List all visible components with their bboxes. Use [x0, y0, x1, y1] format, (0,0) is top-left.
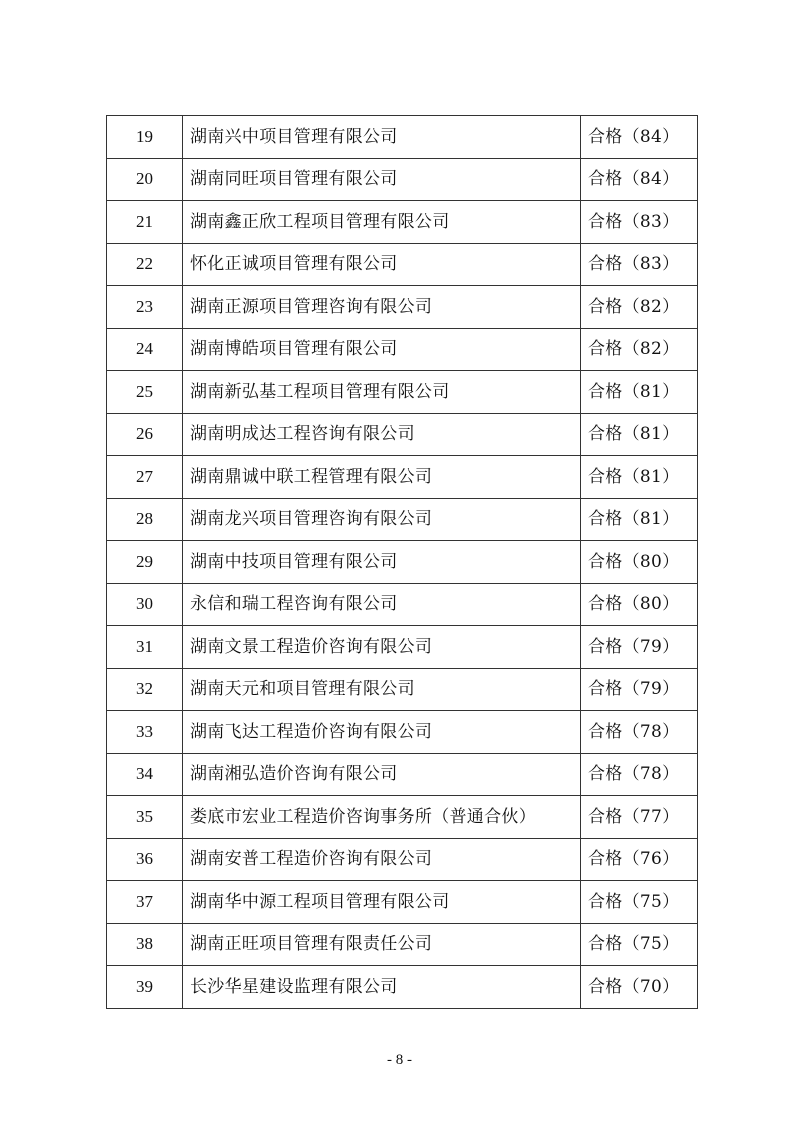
company-name: 湖南飞达工程造价咨询有限公司 — [183, 711, 581, 754]
company-name: 湖南博皓项目管理有限公司 — [183, 328, 581, 371]
row-number: 27 — [107, 456, 183, 499]
table-row — [107, 796, 698, 839]
row-number: 20 — [107, 158, 183, 201]
evaluation-result: 合格（78） — [581, 753, 698, 796]
table-row — [107, 966, 698, 1009]
company-name: 湖南天元和项目管理有限公司 — [183, 668, 581, 711]
company-name: 湖南龙兴项目管理咨询有限公司 — [183, 498, 581, 541]
row-number: 39 — [107, 966, 183, 1009]
table-row — [107, 286, 698, 329]
row-number: 29 — [107, 541, 183, 584]
table-row — [107, 668, 698, 711]
row-number: 26 — [107, 413, 183, 456]
evaluation-result: 合格（78） — [581, 711, 698, 754]
company-name: 湖南新弘基工程项目管理有限公司 — [183, 371, 581, 414]
evaluation-result: 合格（80） — [581, 583, 698, 626]
evaluation-result: 合格（84） — [581, 116, 698, 159]
evaluation-result: 合格（82） — [581, 328, 698, 371]
evaluation-result: 合格（81） — [581, 498, 698, 541]
row-number: 19 — [107, 116, 183, 159]
table-row — [107, 413, 698, 456]
evaluation-result: 合格（77） — [581, 796, 698, 839]
table-row — [107, 541, 698, 584]
evaluation-result: 合格（70） — [581, 966, 698, 1009]
table-row — [107, 201, 698, 244]
evaluation-result: 合格（80） — [581, 541, 698, 584]
company-name: 长沙华星建设监理有限公司 — [183, 966, 581, 1009]
company-name: 湖南兴中项目管理有限公司 — [183, 116, 581, 159]
company-name: 湖南正源项目管理咨询有限公司 — [183, 286, 581, 329]
company-name: 湖南明成达工程咨询有限公司 — [183, 413, 581, 456]
row-number: 23 — [107, 286, 183, 329]
page-number: - 8 - — [387, 1052, 412, 1068]
table-row — [107, 158, 698, 201]
table-row — [107, 626, 698, 669]
company-name: 湖南安普工程造价咨询有限公司 — [183, 838, 581, 881]
row-number: 25 — [107, 371, 183, 414]
row-number: 36 — [107, 838, 183, 881]
company-name: 怀化正诚项目管理有限公司 — [183, 243, 581, 286]
evaluation-results-table — [106, 115, 698, 1009]
evaluation-result: 合格（75） — [581, 881, 698, 924]
evaluation-result: 合格（83） — [581, 243, 698, 286]
row-number: 28 — [107, 498, 183, 541]
company-name: 湖南鼎诚中联工程管理有限公司 — [183, 456, 581, 499]
evaluation-result: 合格（79） — [581, 626, 698, 669]
evaluation-result: 合格（81） — [581, 371, 698, 414]
row-number: 33 — [107, 711, 183, 754]
evaluation-result: 合格（82） — [581, 286, 698, 329]
table-row — [107, 838, 698, 881]
row-number: 24 — [107, 328, 183, 371]
table-row — [107, 243, 698, 286]
evaluation-result: 合格（81） — [581, 456, 698, 499]
company-name: 娄底市宏业工程造价咨询事务所（普通合伙） — [183, 796, 581, 839]
evaluation-result: 合格（81） — [581, 413, 698, 456]
table-row — [107, 371, 698, 414]
company-name: 湖南鑫正欣工程项目管理有限公司 — [183, 201, 581, 244]
company-name: 湖南文景工程造价咨询有限公司 — [183, 626, 581, 669]
evaluation-result: 合格（75） — [581, 923, 698, 966]
table-body — [107, 116, 698, 1009]
table-row — [107, 923, 698, 966]
row-number: 30 — [107, 583, 183, 626]
table-row — [107, 456, 698, 499]
table-row — [107, 753, 698, 796]
table-row — [107, 711, 698, 754]
evaluation-result: 合格（76） — [581, 838, 698, 881]
company-name: 永信和瑞工程咨询有限公司 — [183, 583, 581, 626]
evaluation-result: 合格（84） — [581, 158, 698, 201]
table-row — [107, 328, 698, 371]
company-name: 湖南正旺项目管理有限责任公司 — [183, 923, 581, 966]
table-row — [107, 583, 698, 626]
evaluation-result: 合格（79） — [581, 668, 698, 711]
table-row — [107, 498, 698, 541]
row-number: 22 — [107, 243, 183, 286]
company-name: 湖南同旺项目管理有限公司 — [183, 158, 581, 201]
row-number: 21 — [107, 201, 183, 244]
row-number: 35 — [107, 796, 183, 839]
company-name: 湖南中技项目管理有限公司 — [183, 541, 581, 584]
row-number: 34 — [107, 753, 183, 796]
evaluation-result: 合格（83） — [581, 201, 698, 244]
company-name: 湖南湘弘造价咨询有限公司 — [183, 753, 581, 796]
row-number: 31 — [107, 626, 183, 669]
table-row — [107, 116, 698, 159]
company-name: 湖南华中源工程项目管理有限公司 — [183, 881, 581, 924]
row-number: 38 — [107, 923, 183, 966]
table-row — [107, 881, 698, 924]
row-number: 32 — [107, 668, 183, 711]
row-number: 37 — [107, 881, 183, 924]
